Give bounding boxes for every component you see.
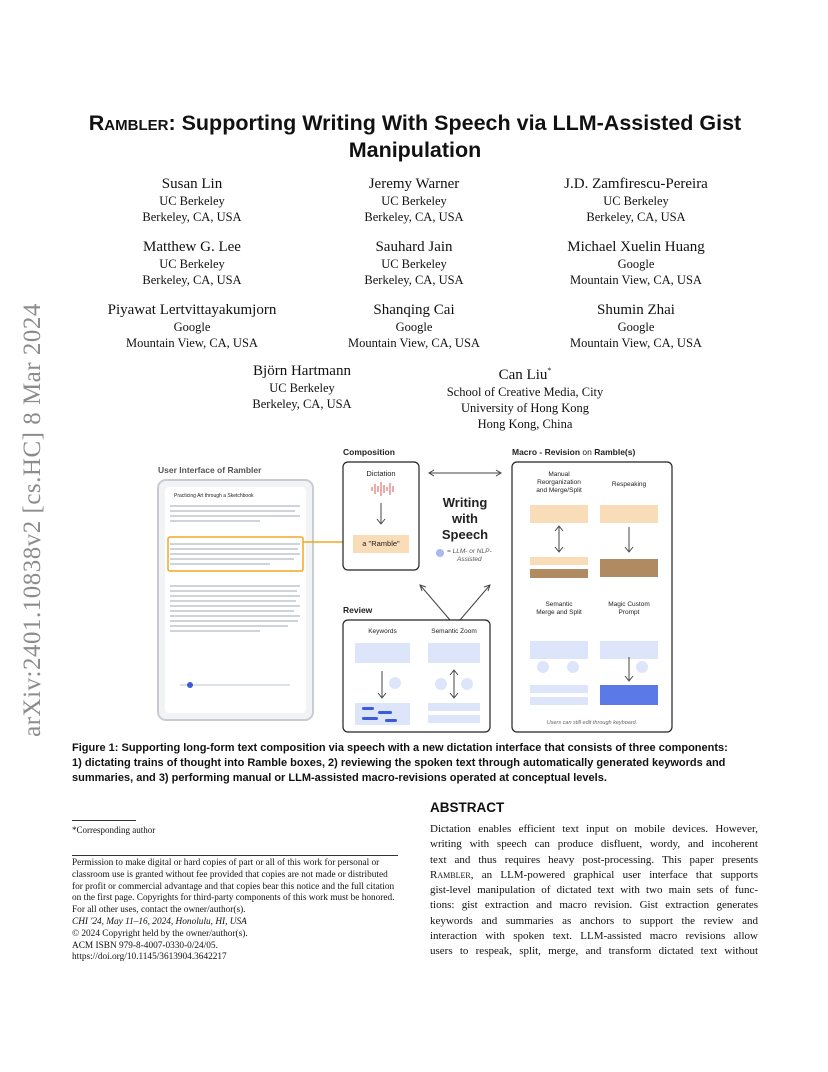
author-block — [72, 238, 312, 288]
author-name: Jeremy Warner — [368, 176, 460, 192]
permission-line: Permission to make digital or hard copies of part or all of this work for personal or — [72, 858, 380, 868]
author-name: Piyawat Lertvittayakumjorn — [107, 302, 277, 318]
footnote-rule — [72, 820, 136, 821]
abstract-line: keywords and summaries as anchors to support the review and — [430, 914, 758, 927]
slider-thumb — [187, 682, 193, 688]
author-block — [516, 175, 756, 225]
composition-label: Composition — [343, 447, 395, 457]
abstract-line: users to respeak, split, merge, and transform dictated text without — [430, 945, 758, 958]
title-smallcaps: Rambler — [88, 111, 169, 135]
author-location: Mountain View, CA, USA — [570, 273, 702, 287]
author-name: Shanqing Cai — [373, 302, 455, 318]
author-affiliation: UC Berkeley — [269, 381, 335, 395]
corresponding-mark: * — [547, 366, 552, 375]
author-block — [294, 301, 534, 351]
author-affiliation: School of Creative Media, City — [446, 385, 604, 399]
author-block — [516, 301, 756, 351]
author-affiliation: Google — [617, 320, 655, 334]
center-title-line: Writing — [442, 495, 488, 510]
abstract-line: Dictation enables efficient text input on mobile devices. However, — [430, 823, 758, 835]
macro-on: on — [580, 447, 595, 457]
author-name: Sauhard Jain — [375, 239, 453, 255]
author-name — [405, 362, 645, 384]
macro-suffix: Ramble(s) — [594, 447, 636, 457]
permission-line: for profit or commercial advantage and that copies bear this notice and the full citation — [72, 881, 395, 892]
abstract-line: interaction with spoken text. LLM-assisted macro revisions allow — [430, 930, 758, 943]
author-name: J.D. Zamfirescu-Pereira — [564, 176, 708, 192]
author-block — [182, 362, 422, 412]
author-affiliation: UC Berkeley — [381, 257, 447, 271]
keyboard-note: Users can still edit through keyboard. — [546, 720, 638, 726]
abstract-body — [430, 822, 758, 960]
author-location: Berkeley, CA, USA — [364, 273, 464, 287]
keywords-label: Keywords — [368, 628, 397, 635]
author-affiliation: Google — [395, 320, 433, 334]
semantic-line: Semantic — [545, 601, 573, 608]
manual-line: Manual — [548, 471, 570, 478]
ramble-label: a "Ramble" — [362, 539, 400, 548]
permission-line: classroom use is granted without fee provided that copies are not made or distributed — [72, 869, 388, 880]
magic-label — [596, 601, 662, 617]
permission-line: For all other uses, contact the owner/author(s). — [72, 905, 246, 916]
author-block — [72, 175, 312, 225]
permission-block — [72, 858, 400, 964]
llm-legend — [447, 548, 492, 564]
copyright: © 2024 Copyright held by the owner/author(s). — [72, 928, 248, 939]
caption-line: Figure 1: Supporting long-form text composition via speech with a new dictation interface that consists of three components: — [72, 742, 728, 754]
manual-line: Reorganization — [537, 479, 581, 486]
author-affiliation: Google — [617, 257, 655, 271]
center-title-line: Speech — [441, 527, 489, 542]
venue: CHI '24, May 11–16, 2024, Honolulu, HI, USA — [72, 916, 247, 927]
permission-rule — [72, 855, 398, 856]
figure-graphics — [150, 445, 680, 740]
author-location: Berkeley, CA, USA — [364, 210, 464, 224]
author-affiliation: Google — [173, 320, 211, 334]
abstract-line-rest: , an LLM-powered graphical user interface that supports — [470, 868, 758, 881]
macro-prefix: Macro - Revision — [512, 447, 581, 457]
magic-line: Magic Custom — [608, 601, 650, 608]
abstract-line — [430, 868, 758, 883]
title-rest: : Supporting Writing With Speech via LLM-Assisted Gist Manipulation — [168, 111, 742, 162]
abstract-line: tions: gist extraction and macro revision. Gist extraction generates — [430, 899, 758, 912]
arrow-diag-left — [420, 585, 450, 620]
legend-line: Assisted — [457, 556, 482, 563]
ui-doc-title: Practicing Art through a Sketchbook — [174, 493, 254, 499]
edit-icon — [389, 677, 401, 689]
author-name: Shumin Zhai — [597, 302, 675, 318]
macro-label — [512, 447, 635, 457]
author-block — [72, 301, 312, 351]
caption-line: summaries, and 3) performing manual or LLM-assisted macro-revisions operated at conceptual levels. — [72, 772, 607, 784]
caption-line: 1) dictating trains of thought into Ramble boxes, 2) reviewing the spoken text through automatically generated keywords and — [72, 757, 726, 769]
ui-label: User Interface of Rambler — [158, 465, 262, 475]
arxiv-stamp: arXiv:2401.10838v2 [cs.HC] 8 Mar 2024 — [19, 303, 47, 737]
abstract-heading: ABSTRACT — [430, 800, 505, 815]
author-affiliation: UC Berkeley — [381, 194, 447, 208]
abstract-line: writing with speech can produce disfluent, wordy, and incoherent — [430, 838, 758, 851]
author-block — [294, 175, 534, 225]
keywords-card — [355, 643, 410, 663]
author-name: Matthew G. Lee — [143, 239, 241, 255]
author-name: Michael Xuelin Huang — [567, 239, 705, 255]
footnote: *Corresponding author — [72, 825, 156, 835]
author-affiliation: UC Berkeley — [603, 194, 669, 208]
abstract-line: text and thus requires heavy post-processing. This paper presents — [430, 853, 758, 866]
author-location: Mountain View, CA, USA — [126, 336, 258, 350]
zoom-out-icon — [435, 678, 447, 690]
review-label: Review — [343, 605, 373, 615]
paper-title — [70, 110, 760, 164]
arrow-diag-right — [460, 585, 490, 620]
llm-legend-dot — [436, 549, 444, 557]
magic-line: Prompt — [618, 609, 640, 616]
author-block — [405, 362, 645, 432]
abstract-line: gist-level manipulation of dictated text with two main sets of func- — [430, 884, 758, 897]
author-location: Mountain View, CA, USA — [348, 336, 480, 350]
dictation-label: Dictation — [366, 469, 396, 478]
doi-link[interactable]: https://doi.org/10.1145/3613904.3642217 — [72, 952, 227, 963]
author-location: Berkeley, CA, USA — [142, 273, 242, 287]
author-affiliation: UC Berkeley — [159, 257, 225, 271]
manual-label — [522, 471, 596, 495]
figure-1 — [150, 445, 680, 740]
author-location: Berkeley, CA, USA — [586, 210, 686, 224]
author-location: Berkeley, CA, USA — [252, 397, 352, 411]
zoom-in-icon — [461, 678, 473, 690]
semantic-zoom-label: Semantic Zoom — [431, 628, 477, 635]
isbn: ACM ISBN 979-8-4007-0330-0/24/05. — [72, 940, 218, 951]
manual-line: and Merge/Split — [536, 487, 582, 494]
author-location: Mountain View, CA, USA — [570, 336, 702, 350]
legend-line: = LLM- or NLP- — [447, 548, 492, 555]
author-affiliation: University of Hong Kong — [460, 401, 590, 415]
respeaking-label: Respeaking — [611, 481, 647, 488]
semantic-line: Merge and Split — [536, 609, 582, 616]
author-location: Berkeley, CA, USA — [142, 210, 242, 224]
figure-caption — [72, 741, 758, 786]
author-block — [516, 238, 756, 288]
semantic-label — [522, 601, 596, 617]
zoom-card — [428, 643, 480, 663]
author-block — [294, 238, 534, 288]
center-title — [430, 495, 500, 543]
center-title-line: with — [452, 511, 478, 526]
author-location: Hong Kong, China — [477, 417, 573, 431]
author-name: Susan Lin — [161, 176, 223, 192]
permission-line: on the first page. Copyrights for third-party components of this work must be honored. — [72, 893, 395, 904]
author-affiliation: UC Berkeley — [159, 194, 225, 208]
author-name: Björn Hartmann — [253, 363, 351, 379]
rambler-name: Rambler — [430, 868, 471, 881]
author-name-text: Can Liu — [498, 367, 548, 383]
